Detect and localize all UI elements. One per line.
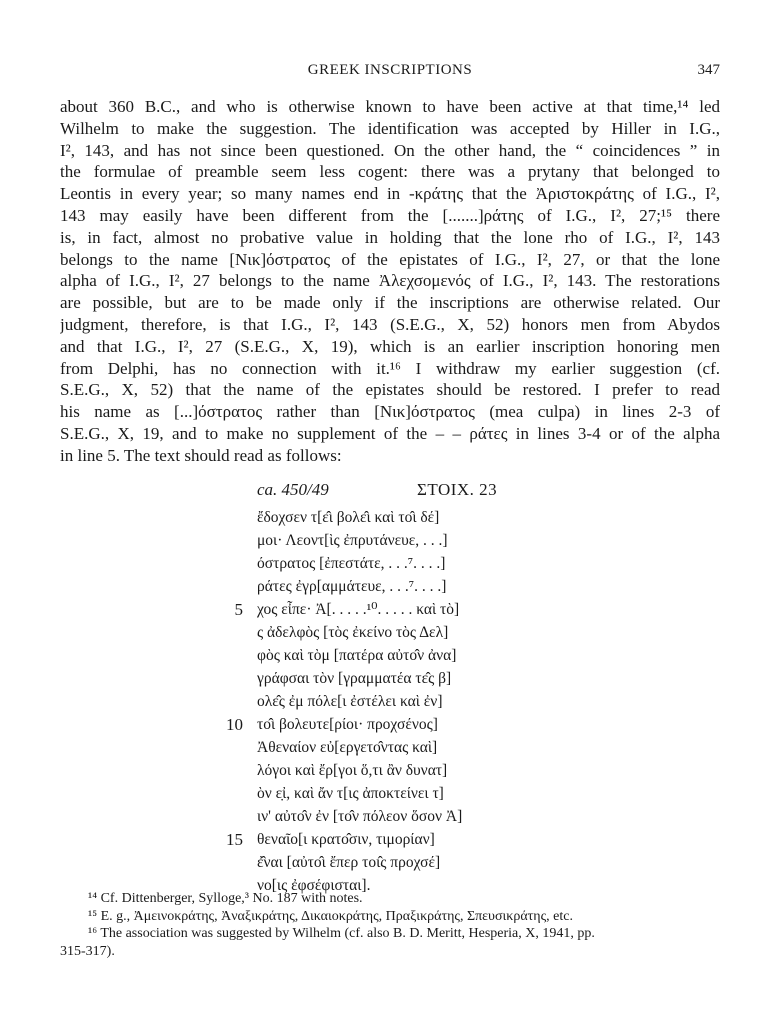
body-line: judgment, therefore, is that I.G., I², 143 (S.E.G., X, 52) honors men from Abydos bbox=[60, 314, 720, 334]
inscription-line bbox=[215, 598, 555, 621]
body-line: Leontis in every year; so many names end in -κράτης that the Ἀριστοκράτης of I.G., I², bbox=[60, 184, 720, 204]
inscription-line-text: ς ἀδελφὸς [τὸς ἐκείνο τὸς Δελ] bbox=[257, 624, 449, 641]
footnotes bbox=[60, 890, 720, 960]
inscription-line-text: ράτες ἐγρ[αμμάτευε, . . .⁷. . . .] bbox=[257, 578, 447, 595]
body-line: Wilhelm to make the suggestion. The identification was accepted by Hiller in I.G., bbox=[60, 118, 720, 138]
inscription-line bbox=[215, 805, 555, 828]
body-line: in line 5. The text should read as follows: bbox=[60, 445, 342, 465]
inscription-line bbox=[215, 621, 555, 644]
inscription-text bbox=[215, 480, 555, 897]
inscription-line bbox=[215, 713, 555, 736]
body-line: his name as [...]όστρατος rather than [Νικ]όστρατος (mea culpa) in lines 2-3 of bbox=[60, 402, 720, 422]
page-number: 347 bbox=[697, 62, 720, 78]
inscription-line-text: χος εἶπε· Ἀ[. . . . .¹⁰. . . . . καὶ τὸ] bbox=[257, 601, 460, 618]
inscription-line bbox=[215, 644, 555, 667]
page-header bbox=[60, 62, 720, 84]
body-line: and that I.G., I², 27 (S.E.G., X, 19), which is an earlier inscription honoring men bbox=[60, 336, 720, 356]
inscription-line-text: ὸν ε̣ἰ, καὶ ἄν τ[ις ἀποκτείνει τ] bbox=[257, 785, 444, 802]
inscription-line bbox=[215, 552, 555, 575]
body-line: S.E.G., X, 52) that the name of the epistates should be restored. I prefer to read bbox=[60, 380, 720, 400]
line-number: 10 bbox=[226, 715, 243, 734]
inscription-line bbox=[215, 782, 555, 805]
inscription-line bbox=[215, 759, 555, 782]
inscription-line bbox=[215, 529, 555, 552]
line-number: 15 bbox=[226, 830, 243, 849]
footnote-16-continued: 315-317). bbox=[60, 943, 115, 959]
inscription-line bbox=[215, 851, 555, 874]
inscription-line bbox=[215, 736, 555, 759]
footnote-14: ¹⁴ Cf. Dittenberger, Sylloge,³ No. 187 with notes. bbox=[88, 891, 363, 906]
body-line: from Delphi, has no connection with it.¹⁶ I withdraw my earlier suggestion (cf. bbox=[60, 358, 720, 378]
inscription-line bbox=[215, 667, 555, 690]
body-line: is, in fact, almost no probative value in holding that the lone rho of I.G., I², 143 bbox=[60, 227, 720, 247]
inscription-lines bbox=[215, 506, 555, 897]
inscription-line-text: Ἀθεναίον εὐ[εργετο̂ντας καὶ] bbox=[257, 739, 438, 756]
body-line: 143 may easily have been different from the [.......]ράτης of I.G., I², 27;¹⁵ there bbox=[60, 205, 720, 225]
inscription-date: ca. 450/49 bbox=[257, 480, 329, 499]
inscription-line-text: ἐ̂ναι [αὐτο̂ι ἔπερ τοι̂ς προχσέ] bbox=[257, 854, 441, 871]
inscription-line-text: φὸς καὶ τὸμ [πατέρα αὐτο̂ν ἀνα] bbox=[257, 647, 457, 664]
stoichedon-count: ΣΤΟΙΧ. 23 bbox=[417, 480, 498, 499]
inscription-line-text: νο[ις ἐφσέφισται]. bbox=[257, 877, 371, 894]
inscription-line-text: το̂ι βολευτε[ρίοι· προχσένος] bbox=[257, 716, 438, 733]
inscription-line bbox=[215, 575, 555, 598]
line-number: 5 bbox=[234, 600, 243, 619]
body-line: S.E.G., X, 19, and to make no supplement of the – – ράτες in lines 3-4 or of the alpha bbox=[60, 423, 720, 443]
inscription-line-text: γράφσαι τὸν [γραμματέα τε̂ς β] bbox=[257, 670, 452, 687]
inscription-line-text: λόγοι καὶ ἔρ[γοι ὅ,τι ἂν δυνατ] bbox=[257, 762, 448, 779]
inscription-line-text: θεναῖο[ι κρατο̂σιν, τιμορίαν] bbox=[257, 831, 435, 848]
footnote-16: ¹⁶ The association was suggested by Wilhelm (cf. also B. D. Meritt, Hesperia, X, 1941, pp. bbox=[88, 926, 595, 941]
inscription-line-text: ἔδοχσεν τ[ε̂ι βολε̂ι καὶ το̂ι δέ] bbox=[257, 509, 440, 526]
inscription-line-text: ιν' αὐτο̂ν ἐν [το̂ν πόλεον ὅσον Ἀ] bbox=[257, 808, 463, 825]
body-line: I², 143, and has not since been questioned. On the other hand, the “ coincidences ” in bbox=[60, 140, 720, 160]
body-line: about 360 B.C., and who is otherwise known to have been active at that time,¹⁴ led bbox=[60, 97, 720, 116]
footnote-15: ¹⁵ E. g., Ἀμεινοκράτης, Ἀναξικράτης, Δικαιοκράτης, Πραξικράτης, Σπευσικράτης, etc. bbox=[88, 908, 573, 924]
body-line: belongs to the name [Νικ]όστρατος of the epistates of I.G., I², 27, or that the lone bbox=[60, 249, 720, 269]
inscription-line-text: μοι· Λεοντ[ὶς ἐπρυτάνευε, . . .] bbox=[257, 532, 448, 549]
body-line: are possible, but are to be made only if the inscriptions are otherwise related. Our bbox=[60, 293, 720, 313]
inscription-line-text: ολε̂ς ἐμ πόλε[ι ἐστέλει καὶ ἐν] bbox=[257, 693, 443, 710]
running-head: GREEK INSCRIPTIONS bbox=[307, 62, 473, 78]
inscription-heading bbox=[215, 480, 555, 506]
inscription-line bbox=[215, 828, 555, 851]
inscription-line bbox=[215, 506, 555, 529]
inscription-line-text: όστρατος [ἐπεστάτε, . . .⁷. . . .] bbox=[257, 555, 446, 572]
body-line: the formulae of preamble seem less cogent: there was a prytany that belonged to bbox=[60, 162, 720, 182]
inscription-line bbox=[215, 690, 555, 713]
body-line: alpha of I.G., I², 27 belongs to the name Ἀλεχσομενός of I.G., I², 143. The restorations bbox=[60, 271, 720, 291]
body-paragraph bbox=[60, 96, 720, 467]
